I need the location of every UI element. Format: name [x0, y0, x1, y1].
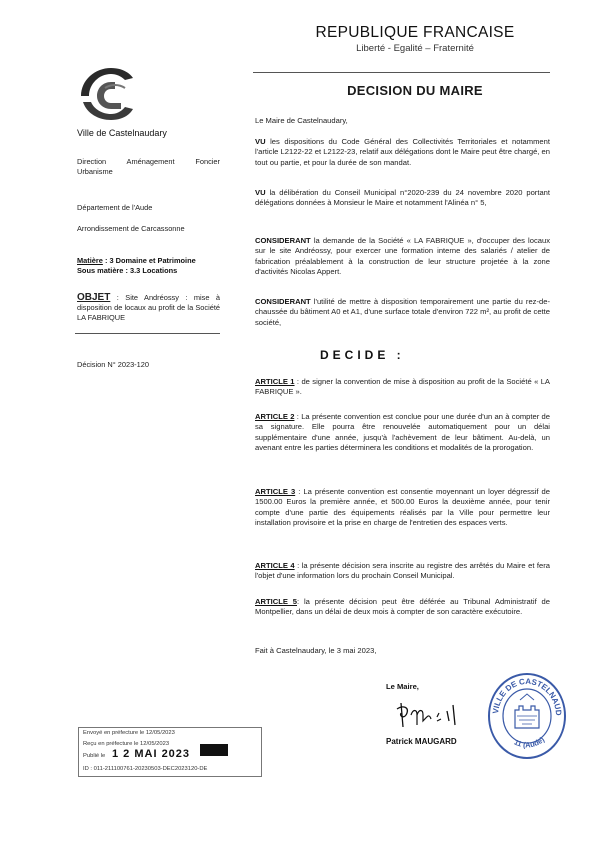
- article-2-text: : La présente convention est conclue pour une durée d'un an à compter de sa signature. Elle pourra être renouvelée automatiquement pour un délai supplémentaire d'une année, jusqu'à l'achèvement de leur bâtiment. Au-delà, un avenant entre les parties déterminera les conditions et modalités de la prorogation.: [255, 412, 550, 453]
- le-maire-label: Le Maire,: [386, 682, 419, 691]
- vu-label-2: VU: [255, 188, 266, 197]
- article-2: [255, 412, 550, 454]
- vu-paragraph-1: [255, 137, 550, 168]
- objet-text: : Site Andréossy : mise à disposition de locaux au profit de la Société LA FABRIQUE: [77, 293, 220, 322]
- considerant-paragraph-2: [255, 297, 550, 328]
- matiere-value: : 3 Domaine et Patrimoine: [102, 256, 196, 265]
- seal-bottom-text: 11 (Aude): [512, 735, 547, 750]
- article-5-text: : la présente décision peut être déférée au Tribunal Administratif de Montpellier, dans un délai de deux mois à compter de son caractère exécutoire.: [255, 597, 550, 617]
- republic-heading: REPUBLIQUE FRANCAISE: [315, 24, 515, 41]
- considerant-label-1: CONSIDERANT: [255, 236, 311, 245]
- objet-label: OBJET: [77, 292, 111, 303]
- sous-matiere-line: [77, 266, 177, 276]
- article-1-text: : de signer la convention de mise à disposition au profit de la Société « LA FABRIQUE ».: [255, 377, 550, 397]
- vu-paragraph-2: [255, 188, 550, 209]
- considerant-text-2: l'utilité de mettre à disposition temporairement une partie du rez-de-chaussée du bâtiment A0 et A1, d'une surface totale d'environ 722 m², au profit de cette société,: [255, 297, 550, 327]
- republic-motto: Liberté - Egalité – Fraternité: [356, 43, 474, 54]
- article-5: [255, 597, 550, 618]
- city-logo-icon: [75, 62, 135, 124]
- decision-title: DECISION DU MAIRE: [347, 83, 483, 98]
- departement-label: Département de l'Aude: [77, 203, 153, 212]
- sous-matiere-value: : 3.3 Locations: [123, 266, 178, 275]
- stamp-publie-label: Publié le: [83, 753, 106, 759]
- article-1: [255, 377, 550, 398]
- article-4-label: ARTICLE 4: [255, 561, 295, 570]
- article-3-label: ARTICLE 3: [255, 487, 296, 496]
- considerant-text-1: la demande de la Société « LA FABRIQUE », d'occuper des locaux sur le site Andréossy, pour exercer une formation interne des salariés / atelier de fabrication préalablement à la construction de leur structure projetée à la zone d'activités Nicolas Appert.: [255, 236, 550, 277]
- matiere-label: Matière: [77, 256, 103, 265]
- article-5-label: ARTICLE 5: [255, 597, 297, 606]
- considerant-paragraph-1: [255, 236, 550, 278]
- city-seal-icon: [486, 670, 568, 762]
- matiere-line: [77, 256, 196, 266]
- seal-top-text: VILLE DE CASTELNAUD: [491, 676, 564, 716]
- handwritten-signature: [393, 697, 473, 733]
- article-4: [255, 561, 550, 582]
- article-3: [255, 487, 550, 529]
- article-1-label: ARTICLE 1: [255, 377, 295, 386]
- sous-matiere-label: Sous matière: [77, 266, 124, 275]
- mayor-name: Patrick MAUGARD: [386, 737, 457, 746]
- arrondissement-label: Arrondissement de Carcassonne: [77, 224, 185, 233]
- article-2-label: ARTICLE 2: [255, 412, 295, 421]
- stamp-recu: Reçu en préfecture le 12/05/2023: [83, 741, 170, 747]
- stamp-envoye: Envoyé en préfecture le 12/05/2023: [83, 730, 175, 736]
- left-divider: [75, 333, 220, 334]
- vu-text-2: la délibération du Conseil Municipal n°2020-239 du 24 novembre 2020 portant délégations données à Monsieur le Maire et notamment l'Alinéa n° 5,: [255, 188, 550, 208]
- considerant-label-2: CONSIDERANT: [255, 297, 311, 306]
- intro-line: Le Maire de Castelnaudary,: [255, 116, 348, 125]
- decision-number: Décision N° 2023-120: [77, 360, 149, 369]
- vu-label-1: VU: [255, 137, 266, 146]
- article-4-text: : la présente décision sera inscrite au registre des arrêtés du Maire et fera l'objet d'une information lors du prochain Conseil Municipal.: [255, 561, 550, 581]
- fait-line: Fait à Castelnaudary, le 3 mai 2023,: [255, 646, 377, 655]
- objet-block: [77, 293, 220, 323]
- header-divider: [253, 72, 550, 73]
- city-name: Ville de Castelnaudary: [77, 128, 167, 138]
- stamp-badge-icon: [200, 744, 228, 756]
- stamp-publie-date: 1 2 MAI 2023: [112, 748, 191, 760]
- stamp-id: ID : 011-211100761-20230503-DEC2023120-DE: [83, 766, 208, 772]
- article-3-text: : La présente convention est consentie moyennant un loyer dégressif de 1500.00 Euros la première année, et 500.00 Euros la deuxième année, pour tenir compte d'une partie des équipements réalisés par la Ville pour permettre leur installation provisoire et la prise en charge de l'entretien des espaces verts.: [255, 487, 550, 528]
- decide-heading: DECIDE :: [320, 348, 405, 362]
- vu-text-1: les dispositions du Code Général des Collectivités Territoriales et notamment l'article L2122-22 et L2122-23, relatif aux délégations dont le Maire peut être chargé, en tout ou partie, et pour la durée de son mandat.: [255, 137, 550, 167]
- direction-label: Direction Aménagement Foncier Urbanisme: [77, 157, 220, 176]
